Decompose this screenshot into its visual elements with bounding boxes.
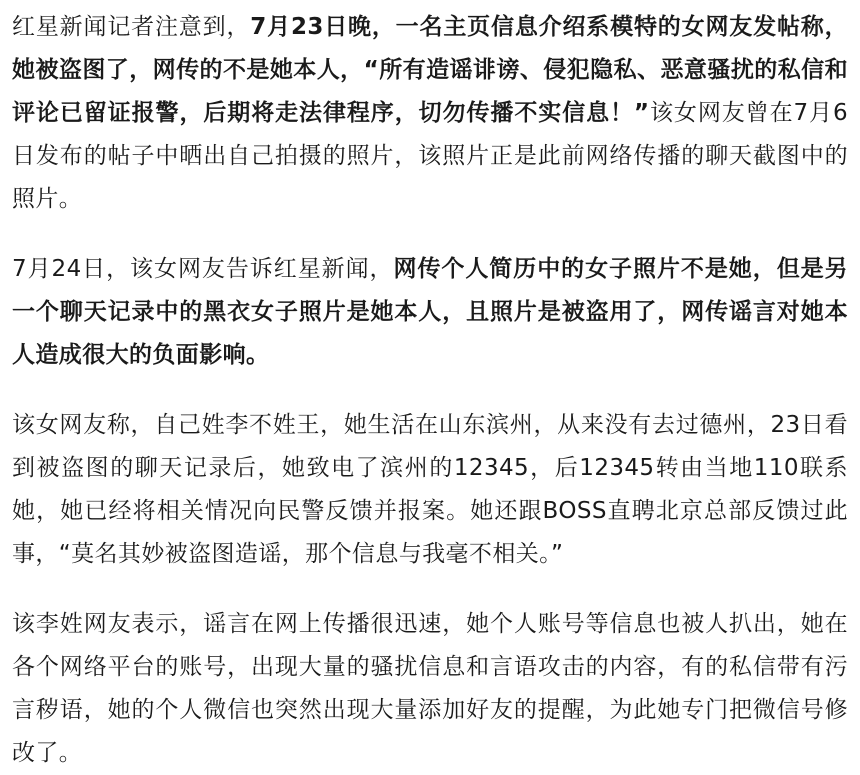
paragraph-1-text-lead: 红星新闻记者注意到，	[12, 14, 251, 40]
article-paragraph-4	[12, 603, 848, 775]
article-paragraph-2	[12, 248, 848, 377]
paragraph-4-text: 该李姓网友表示，谣言在网上传播很迅速，她个人账号等信息也被人扒出，她在各个网络平台的账号，出现大量的骚扰信息和言语攻击的内容，有的私信带有污言秽语，她的个人微信也突然出现大量添加好友的提醒，为此她专门把微信号修改了。	[12, 611, 848, 766]
article-paragraph-1	[12, 6, 848, 221]
paragraph-2-text-lead: 7月24日，该女网友告诉红星新闻，	[12, 256, 394, 282]
paragraph-1-text-bold: 7月23日晚，一名主页信息介绍系模特的女网友发帖称，她被盗图了，网传的不是她本人，“所有造谣诽谤、侵犯隐私、恶意骚扰的私信和评论已留证报警，后期将走法律程序，切勿传播不实信息！”	[12, 14, 848, 126]
article-paragraph-3	[12, 404, 848, 576]
paragraph-1-text-tail: 该女网友曾在7月6日发布的帖子中晒出自己拍摄的照片，该照片正是此前网络传播的聊天截图中的照片。	[12, 100, 849, 212]
paragraph-2-text-bold: 网传个人简历中的女子照片不是她，但是另一个聊天记录中的黑衣女子照片是她本人，且照片是被盗用了，网传谣言对她本人造成很大的负面影响。	[12, 256, 848, 368]
paragraph-3-text: 该女网友称，自己姓李不姓王，她生活在山东滨州，从来没有去过德州，23日看到被盗图的聊天记录后，她致电了滨州的12345，后12345转由当地110联系她，她已经将相关情况向民警反馈并报案。她还跟BOSS直聘北京总部反馈过此事，“莫名其妙被盗图造谣，那个信息与我毫不相关。”	[12, 412, 848, 567]
